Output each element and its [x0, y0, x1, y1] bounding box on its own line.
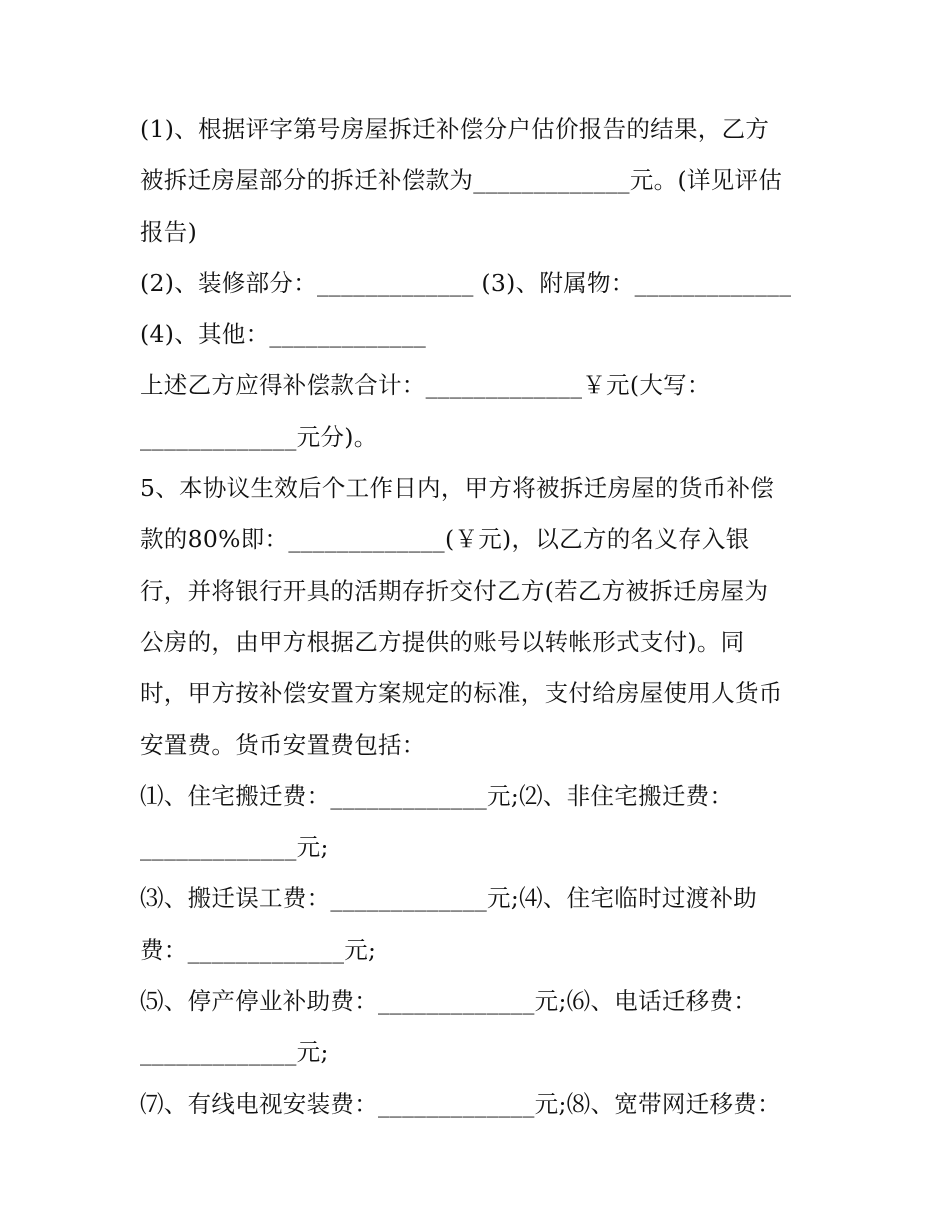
- text-line: _____________元;: [140, 1038, 329, 1067]
- text-line: 公房的，由甲方根据乙方提供的账号以转帐形式支付)。同: [140, 627, 745, 656]
- text-line: 被拆迁房屋部分的拆迁补偿款为_____________元。(详见评估: [140, 166, 783, 195]
- text-line: 安置费。货币安置费包括：: [140, 730, 426, 759]
- text-line: 时，甲方按补偿安置方案规定的标准，支付给房屋使用人货币: [140, 679, 783, 708]
- text-line: (2)、装修部分：_____________ (3)、附属物：_____________: [140, 268, 792, 297]
- text-line: 上述乙方应得补偿款合计：_____________￥元(大写：: [140, 371, 711, 400]
- text-line: ⑸、停产停业补助费：_____________元;⑹、电话迁移费：: [140, 987, 758, 1016]
- text-line: 费：_____________元;: [140, 935, 377, 964]
- text-line: _____________元;: [140, 833, 329, 862]
- text-line: 行，并将银行开具的活期存折交付乙方(若乙方被拆迁房屋为: [140, 576, 769, 605]
- text-line: 5、本协议生效后个工作日内，甲方将被拆迁房屋的货币补偿: [140, 474, 775, 503]
- document-body: [140, 104, 820, 1130]
- text-line: ⑴、住宅搬迁费：_____________元;⑵、非住宅搬迁费：: [140, 781, 734, 810]
- text-line: ⑶、搬迁误工费：_____________元;⑷、住宅临时过渡补助: [140, 884, 758, 913]
- text-line: (4)、其他：_____________: [140, 320, 427, 349]
- text-line: 款的80%即：_____________(￥元)，以乙方的名义存入银: [140, 525, 750, 554]
- text-line: 报告): [140, 217, 198, 246]
- text-line: (1)、根据评字第号房屋拆迁补偿分户估价报告的结果，乙方: [140, 115, 770, 143]
- text-line: _____________元分)。: [140, 422, 378, 451]
- text-line: ⑺、有线电视安装费：_____________元;⑻、宽带网迁移费：: [140, 1089, 781, 1118]
